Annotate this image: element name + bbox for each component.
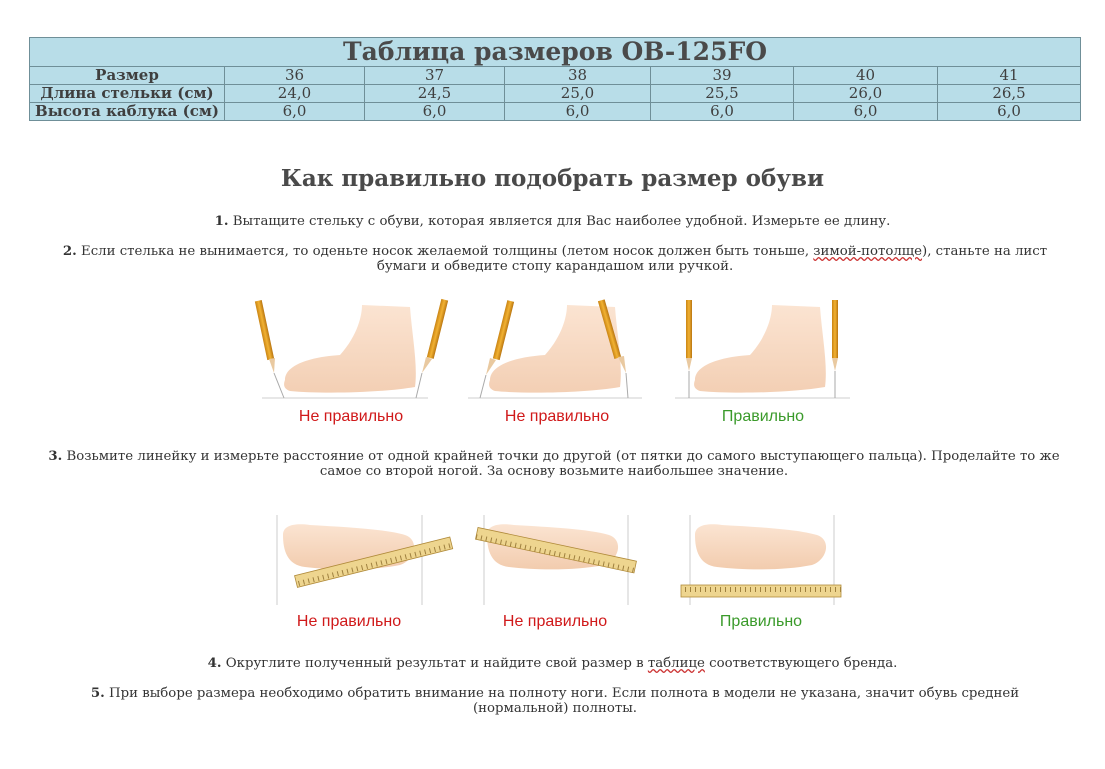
pencil-icon — [686, 300, 692, 371]
table-cell: 25,5 — [651, 85, 794, 103]
spellcheck-word: зимой-потолще — [813, 244, 923, 259]
foot-image — [277, 515, 453, 605]
table-cell: 41 — [938, 67, 1081, 85]
ruler-icon — [681, 585, 841, 597]
wrong-label: Не правильно — [504, 408, 610, 425]
table-cell: 39 — [651, 67, 794, 85]
step-text: ), станьте на лист бумаги и обведите стопу карандашом или ручкой. — [376, 244, 1048, 274]
table-row — [30, 85, 1081, 103]
table-cell: 26,0 — [794, 85, 938, 103]
step-number: 5. — [90, 686, 105, 701]
table-row — [30, 67, 1081, 85]
foot-image — [468, 299, 642, 398]
step-text: Возьмите линейку и измерьте расстояние от одной крайней точки до другой (от пятки до самого выступающего пальца). Проделайте то же самое со второй ногой. За основу возьмите наибольшее значение. — [62, 449, 1060, 479]
step-3 — [36, 449, 1072, 479]
table-cell: 6,0 — [938, 103, 1081, 121]
table-cell: 40 — [794, 67, 938, 85]
step-text: соответствующего бренда. — [704, 656, 898, 671]
table-title-row — [30, 38, 1081, 67]
table-cell: 24,0 — [225, 85, 365, 103]
table-cell: 25,0 — [505, 85, 651, 103]
foot-image — [681, 515, 841, 605]
step-text: Округлите полученный результат и найдите свой размер в — [221, 656, 648, 671]
tracing-illustration — [250, 295, 860, 405]
table-title: Таблица размеров OB-125FO — [30, 38, 1081, 67]
table-cell: 38 — [505, 67, 651, 85]
table-cell: 24,5 — [365, 85, 505, 103]
right-label: Правильно — [719, 613, 803, 630]
ruler-illustration — [275, 515, 845, 607]
table-cell: 36 — [225, 67, 365, 85]
wrong-label: Не правильно — [298, 408, 404, 425]
guide-heading: Как правильно подобрать размер обуви — [280, 165, 825, 192]
step-number: 3. — [48, 449, 63, 464]
step-number: 1. — [214, 214, 229, 229]
table-row — [30, 103, 1081, 121]
row-header: Длина стельки (см) — [30, 85, 225, 103]
step-4 — [40, 656, 1065, 671]
foot-image — [255, 299, 448, 398]
spellcheck-word: таблице — [647, 656, 705, 671]
table-cell: 6,0 — [365, 103, 505, 121]
step-number: 2. — [62, 244, 77, 259]
table-cell: 37 — [365, 67, 505, 85]
foot-image — [675, 300, 850, 398]
step-2 — [40, 244, 1070, 274]
right-label: Правильно — [721, 408, 805, 425]
size-table — [29, 37, 1081, 121]
step-text: Если стелька не вынимается, то оденьте носок желаемой толщины (летом носок должен быть тоньше, — [76, 244, 814, 259]
step-5 — [60, 686, 1050, 716]
table-cell: 6,0 — [651, 103, 794, 121]
wrong-label: Не правильно — [296, 613, 402, 630]
pencil-icon — [832, 300, 838, 371]
step-text: При выборе размера необходимо обратить внимание на полноту ноги. Если полнота в модели не указана, значит обувь средней (нормальной) полноты. — [104, 686, 1020, 716]
table-cell: 26,5 — [938, 85, 1081, 103]
table-cell: 6,0 — [225, 103, 365, 121]
pencil-icon — [255, 300, 275, 373]
step-text: Вытащите стельку с обуви, которая является для Вас наиболее удобной. Измерьте ее длину. — [228, 214, 891, 229]
step-1 — [40, 214, 1065, 229]
row-header: Высота каблука (см) — [30, 103, 225, 121]
step-number: 4. — [207, 656, 222, 671]
wrong-label: Не правильно — [502, 613, 608, 630]
table-cell: 6,0 — [505, 103, 651, 121]
table-cell: 6,0 — [794, 103, 938, 121]
row-header: Размер — [30, 67, 225, 85]
foot-image — [476, 515, 637, 605]
pencil-icon — [422, 299, 448, 373]
